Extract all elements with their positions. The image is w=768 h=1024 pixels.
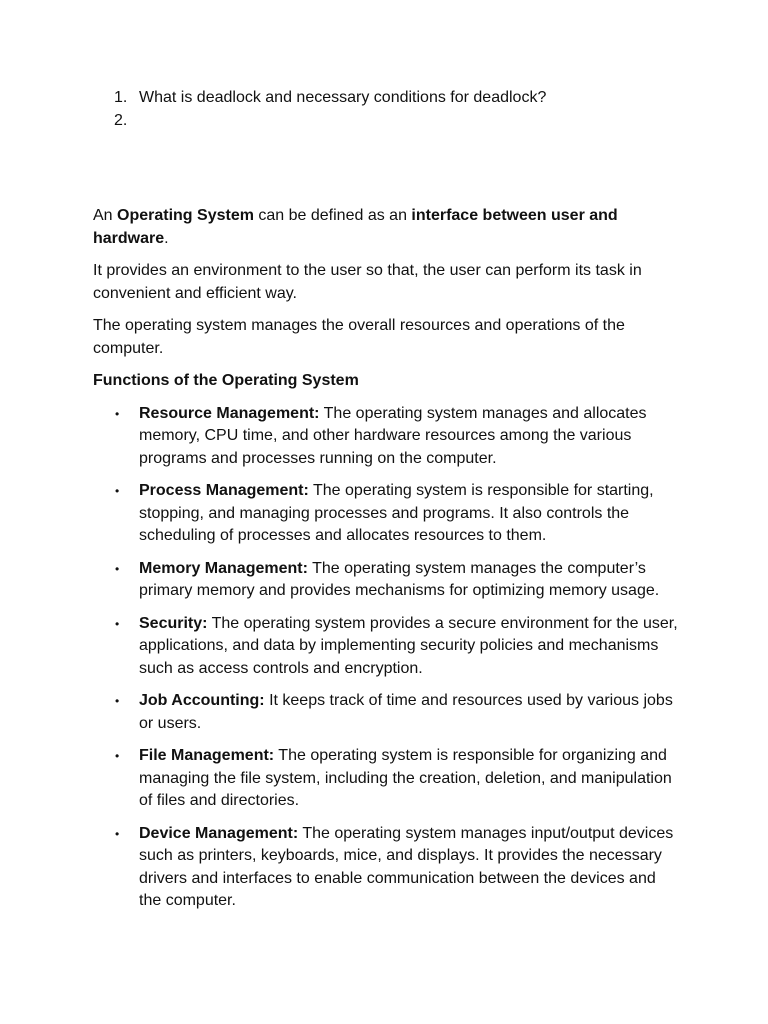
- question-list: [114, 87, 714, 132]
- function-text: The operating system is responsible for organizing and managing the file system, including the creation, deletion, and manipulation of files and directories.: [139, 747, 672, 809]
- intro-bold-term: interface between user and hardware: [93, 207, 618, 247]
- bullet-icon: •: [115, 406, 120, 421]
- function-item: [93, 403, 678, 471]
- question-item: [114, 110, 714, 133]
- function-text: The operating system provides a secure environment for the user, applications, and data by implementing security policies and mechanisms such as access controls and encryption.: [139, 614, 678, 677]
- function-item: [93, 745, 678, 813]
- function-title: Job Accounting:: [139, 692, 265, 709]
- function-title: Process Management:: [139, 482, 309, 499]
- bullet-icon: •: [115, 616, 120, 631]
- intro-text: .: [164, 229, 169, 247]
- intro-bold-term: Operating System: [117, 207, 254, 224]
- question-item: [114, 87, 714, 110]
- bullet-icon: •: [115, 484, 120, 498]
- question-number: 1.: [114, 89, 128, 106]
- function-title: Security:: [139, 614, 208, 632]
- function-text: It keeps track of time and resources used by various jobs or users.: [139, 692, 673, 732]
- intro-paragraph-3: The operating system manages the overall resources and operations of the computer.: [93, 317, 625, 357]
- function-item: [93, 558, 678, 603]
- intro-text: can be defined as an: [253, 207, 412, 224]
- function-title: Device Management:: [139, 824, 299, 842]
- question-number: 2.: [114, 111, 128, 129]
- function-item: [93, 823, 678, 913]
- function-text: The operating system manages and allocates memory, CPU time, and other hardware resources among the various programs and processes running on the computer.: [139, 404, 647, 467]
- function-title: Memory Management:: [139, 559, 308, 577]
- bullet-icon: •: [115, 826, 120, 841]
- function-item: [93, 480, 678, 548]
- document-body: [93, 205, 678, 923]
- bullet-icon: •: [115, 749, 120, 763]
- intro-text: An: [93, 207, 118, 224]
- function-item: [93, 613, 678, 681]
- function-text: The operating system manages input/output devices such as printers, keyboards, mice, and displays. It provides the necessary drivers and interfaces to enable communication between the devices and the computer.: [139, 824, 674, 909]
- question-text: What is deadlock and necessary conditions for deadlock?: [139, 89, 547, 106]
- functions-list: [93, 403, 678, 913]
- function-item: [93, 690, 678, 735]
- function-title: Resource Management:: [139, 404, 320, 422]
- intro-paragraph-1: [93, 205, 678, 250]
- functions-heading: Functions of the Operating System: [93, 372, 359, 389]
- intro-paragraph-2: It provides an environment to the user so that, the user can perform its task in convenient and efficient way.: [93, 262, 642, 302]
- function-text: The operating system manages the computer’s primary memory and provides mechanisms for optimizing memory usage.: [139, 559, 660, 599]
- function-title: File Management:: [139, 747, 275, 764]
- bullet-icon: •: [115, 561, 120, 576]
- bullet-icon: •: [115, 694, 120, 708]
- function-text: The operating system is responsible for starting, stopping, and managing processes and programs. It also controls the scheduling of processes and allocates resources to them.: [139, 482, 654, 544]
